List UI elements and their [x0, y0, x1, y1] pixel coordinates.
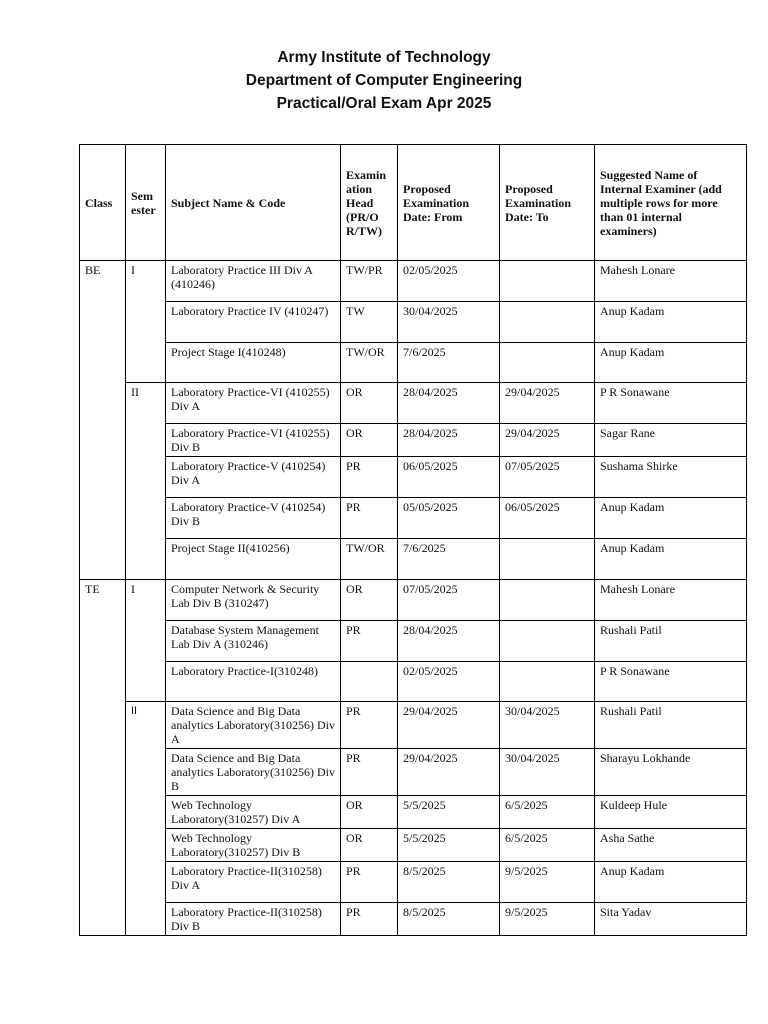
col-header-class: Class: [80, 145, 126, 261]
date-to-cell: [500, 580, 595, 621]
examiner-cell: Mahesh Lonare: [595, 261, 747, 302]
col-header-date-to: Proposed Examination Date: To: [500, 145, 595, 261]
subject-cell: Laboratory Practice-II(310258) Div B: [166, 903, 341, 936]
exam-head-cell: OR: [341, 580, 398, 621]
table-row: [80, 383, 747, 424]
table-row: [80, 261, 747, 302]
date-from-cell: 30/04/2025: [398, 302, 500, 343]
table-row: [80, 662, 747, 702]
examiner-cell: Rushali Patil: [595, 621, 747, 662]
examiner-cell: Rushali Patil: [595, 702, 747, 749]
exam-head-cell: TW: [341, 302, 398, 343]
exam-head-cell: [341, 662, 398, 702]
subject-cell: Web Technology Laboratory(310257) Div A: [166, 796, 341, 829]
table-row: [80, 498, 747, 539]
institute-name: Army Institute of Technology: [277, 49, 491, 66]
date-from-cell: 28/04/2025: [398, 424, 500, 457]
subject-cell: Laboratory Practice-I(310248): [166, 662, 341, 702]
table-row: [80, 862, 747, 903]
col-header-semester: Sem ester: [126, 145, 166, 261]
subject-cell: Laboratory Practice-VI (410255) Div A: [166, 383, 341, 424]
date-to-cell: 6/5/2025: [500, 796, 595, 829]
date-to-cell: 30/04/2025: [500, 749, 595, 796]
examiner-cell: Anup Kadam: [595, 539, 747, 580]
examiner-cell: Anup Kadam: [595, 498, 747, 539]
date-to-cell: 9/5/2025: [500, 903, 595, 936]
date-to-cell: 06/05/2025: [500, 498, 595, 539]
date-from-cell: 05/05/2025: [398, 498, 500, 539]
date-from-cell: 7/6/2025: [398, 343, 500, 383]
date-to-cell: [500, 539, 595, 580]
table-row: [80, 903, 747, 936]
col-header-exam-head: Examin ation Head (PR/O R/TW): [341, 145, 398, 261]
date-to-cell: 07/05/2025: [500, 457, 595, 498]
table-row: [80, 580, 747, 621]
table-header-row: [80, 145, 747, 261]
semester-cell: I: [126, 261, 166, 383]
date-from-cell: 7/6/2025: [398, 539, 500, 580]
date-to-cell: 30/04/2025: [500, 702, 595, 749]
exam-head-cell: TW/OR: [341, 343, 398, 383]
date-to-cell: [500, 302, 595, 343]
subject-cell: Laboratory Practice-VI (410255) Div B: [166, 424, 341, 457]
table-row: [80, 796, 747, 829]
table-row: [80, 702, 747, 749]
table-row: [80, 424, 747, 457]
exam-head-cell: PR: [341, 457, 398, 498]
date-from-cell: 5/5/2025: [398, 829, 500, 862]
col-header-date-from: Proposed Examination Date: From: [398, 145, 500, 261]
document-header: [0, 46, 768, 115]
exam-head-cell: OR: [341, 424, 398, 457]
date-from-cell: 28/04/2025: [398, 383, 500, 424]
date-from-cell: 29/04/2025: [398, 749, 500, 796]
exam-head-cell: PR: [341, 862, 398, 903]
date-to-cell: [500, 621, 595, 662]
exam-head-cell: PR: [341, 903, 398, 936]
date-from-cell: 06/05/2025: [398, 457, 500, 498]
exam-head-cell: OR: [341, 383, 398, 424]
date-from-cell: 5/5/2025: [398, 796, 500, 829]
exam-head-cell: TW/PR: [341, 261, 398, 302]
examiner-cell: Sagar Rane: [595, 424, 747, 457]
date-to-cell: [500, 662, 595, 702]
table-row: [80, 539, 747, 580]
subject-cell: Project Stage I(410248): [166, 343, 341, 383]
exam-head-cell: PR: [341, 498, 398, 539]
table-row: [80, 302, 747, 343]
examiner-cell: Kuldeep Hule: [595, 796, 747, 829]
table-row: [80, 457, 747, 498]
subject-cell: Laboratory Practice-II(310258) Div A: [166, 862, 341, 903]
exam-head-cell: PR: [341, 702, 398, 749]
exam-head-cell: PR: [341, 749, 398, 796]
date-from-cell: 02/05/2025: [398, 261, 500, 302]
class-cell: BE: [80, 261, 126, 580]
date-to-cell: 6/5/2025: [500, 829, 595, 862]
date-from-cell: 07/05/2025: [398, 580, 500, 621]
date-to-cell: [500, 343, 595, 383]
subject-cell: Computer Network & Security Lab Div B (310247): [166, 580, 341, 621]
subject-cell: Data Science and Big Data analytics Laboratory(310256) Div A: [166, 702, 341, 749]
exam-head-cell: PR: [341, 621, 398, 662]
examiner-cell: Sharayu Lokhande: [595, 749, 747, 796]
subject-cell: Database System Management Lab Div A (310246): [166, 621, 341, 662]
date-to-cell: 29/04/2025: [500, 424, 595, 457]
date-from-cell: 8/5/2025: [398, 862, 500, 903]
table-row: [80, 749, 747, 796]
date-to-cell: 29/04/2025: [500, 383, 595, 424]
date-from-cell: 28/04/2025: [398, 621, 500, 662]
department-name: Department of Computer Engineering: [245, 72, 523, 89]
examiner-cell: Mahesh Lonare: [595, 580, 747, 621]
date-from-cell: 29/04/2025: [398, 702, 500, 749]
semester-cell: II: [126, 702, 166, 936]
exam-schedule-table: [79, 144, 747, 936]
exam-head-cell: OR: [341, 796, 398, 829]
col-header-subject: Subject Name & Code: [166, 145, 341, 261]
examiner-cell: Asha Sathe: [595, 829, 747, 862]
examiner-cell: Sushama Shirke: [595, 457, 747, 498]
examiner-cell: Anup Kadam: [595, 862, 747, 903]
exam-head-cell: OR: [341, 829, 398, 862]
examiner-cell: Anup Kadam: [595, 343, 747, 383]
date-to-cell: 9/5/2025: [500, 862, 595, 903]
semester-cell: I: [126, 580, 166, 702]
examiner-cell: P R Sonawane: [595, 662, 747, 702]
class-cell: TE: [80, 580, 126, 936]
exam-head-cell: TW/OR: [341, 539, 398, 580]
subject-cell: Laboratory Practice-V (410254) Div B: [166, 498, 341, 539]
subject-cell: Laboratory Practice III Div A (410246): [166, 261, 341, 302]
subject-cell: Web Technology Laboratory(310257) Div B: [166, 829, 341, 862]
semester-cell: II: [126, 383, 166, 580]
examiner-cell: Sita Yadav: [595, 903, 747, 936]
subject-cell: Project Stage II(410256): [166, 539, 341, 580]
col-header-examiner: Suggested Name of Internal Examiner (add multiple rows for more than 01 internal examiners): [595, 145, 747, 261]
subject-cell: Laboratory Practice IV (410247): [166, 302, 341, 343]
subject-cell: Data Science and Big Data analytics Laboratory(310256) Div B: [166, 749, 341, 796]
date-to-cell: [500, 261, 595, 302]
table-row: [80, 829, 747, 862]
date-from-cell: 02/05/2025: [398, 662, 500, 702]
table-row: [80, 343, 747, 383]
exam-title: Practical/Oral Exam Apr 2025: [276, 95, 492, 112]
examiner-cell: P R Sonawane: [595, 383, 747, 424]
date-from-cell: 8/5/2025: [398, 903, 500, 936]
table-row: [80, 621, 747, 662]
examiner-cell: Anup Kadam: [595, 302, 747, 343]
subject-cell: Laboratory Practice-V (410254) Div A: [166, 457, 341, 498]
